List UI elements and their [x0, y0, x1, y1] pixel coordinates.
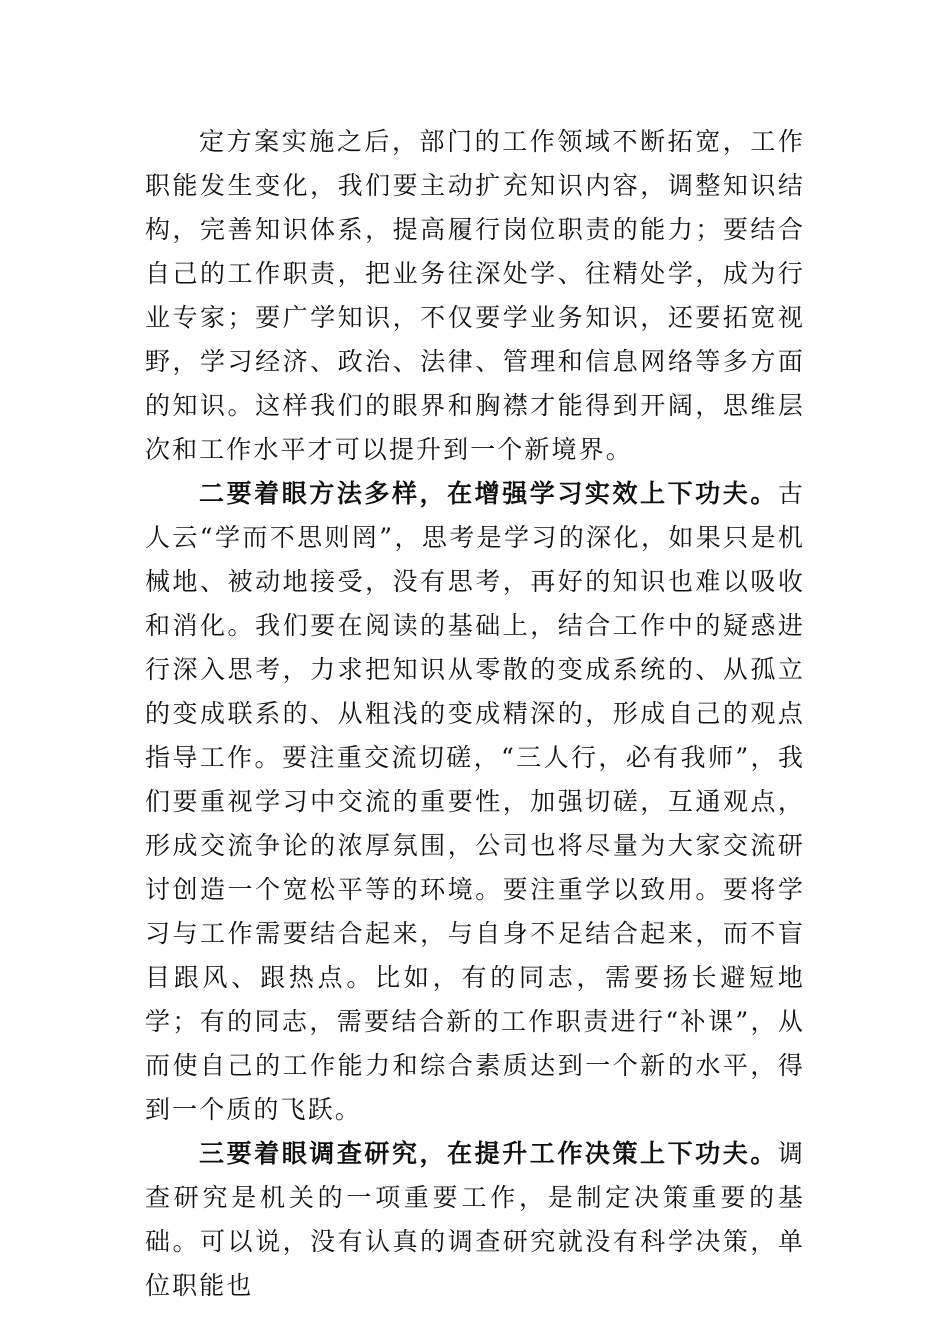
paragraph-1: [145, 120, 805, 472]
paragraph-3-text: 调查研究是机关的一项重要工作，是制定决策重要的基础。可以说，没有认真的调查研究就没有科学决策，单位职能也: [145, 1139, 805, 1300]
paragraph-3: [145, 1132, 805, 1308]
paragraph-3-heading: 三要着眼调查研究，在提升工作决策上下功夫。: [199, 1139, 778, 1168]
paragraph-2-text: 古人云“学而不思则罔”，思考是学习的深化，如果只是机械地、被动地接受，没有思考，再好的知识也难以吸收和消化。我们要在阅读的基础上，结合工作中的疑惑进行深入思考，力求把知识从零散的变成系统的、从孤立的变成联系的、从粗浅的变成精深的，形成自己的观点指导工作。要注重交流切磋，“三人行，必有我师”，我们要重视学习中交流的重要性，加强切磋，互通观点，形成交流争论的浓厚氛围，公司也将尽量为大家交流研讨创造一个宽松平等的环境。要注重学以致用。要将学习与工作需要结合起来，与自身不足结合起来，而不盲目跟风、跟热点。比如，有的同志，需要扬长避短地学；有的同志，需要结合新的工作职责进行“补课”，从而使自己的工作能力和综合素质达到一个新的水平，得到一个质的飞跃。: [145, 479, 805, 1124]
document-page: [145, 120, 805, 1308]
paragraph-2-heading: 二要着眼方法多样，在增强学习实效上下功夫。: [199, 479, 778, 508]
paragraph-1-text: 定方案实施之后，部门的工作领域不断拓宽，工作职能发生变化，我们要主动扩充知识内容，调整知识结构，完善知识体系，提高履行岗位职责的能力；要结合自己的工作职责，把业务往深处学、往精处学，成为行业专家；要广学知识，不仅要学业务知识，还要拓宽视野，学习经济、政治、法律、管理和信息网络等多方面的知识。这样我们的眼界和胸襟才能得到开阔，思维层次和工作水平才可以提升到一个新境界。: [145, 127, 805, 464]
paragraph-2: [145, 472, 805, 1132]
